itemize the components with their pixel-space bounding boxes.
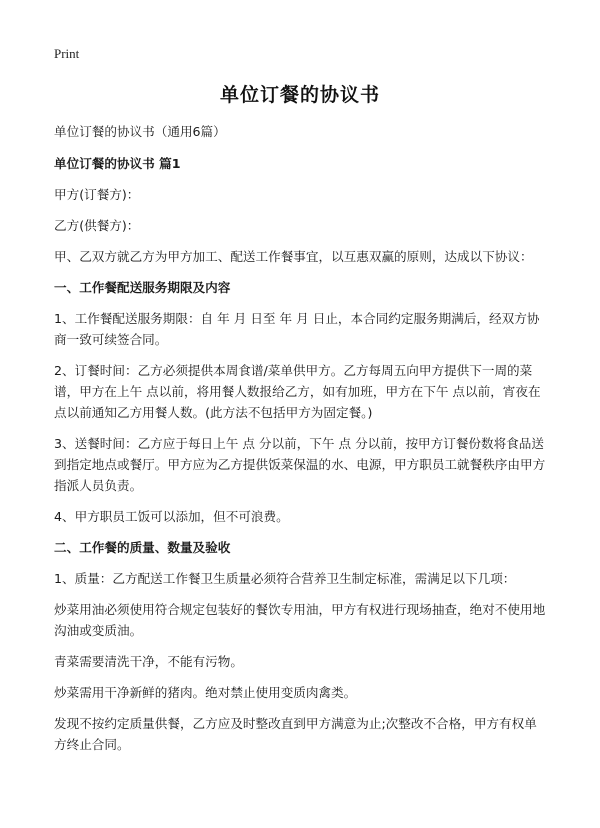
paragraph: 3、送餐时间：乙方应于每日上午 点 分以前，下午 点 分以前，按甲方订餐份数将食品送到指定地点或餐厅。甲方应为乙方提供饭菜保温的水、电源，甲方职员工就餐秩序由甲方指派人员负责。 xyxy=(54,436,546,493)
paragraph: 青菜需要清洗干净，不能有污物。 xyxy=(54,654,243,669)
paragraph: 炒菜用油必须使用符合规定包装好的餐饮专用油，甲方有权进行现场抽查，绝对不使用地沟油或变质油。 xyxy=(54,602,546,638)
print-label: Print xyxy=(54,46,80,61)
document-body xyxy=(54,121,548,765)
section-title: 单位订餐的协议书 篇1 xyxy=(54,156,181,171)
document-subtitle: 单位订餐的协议书（通用6篇） xyxy=(54,124,226,139)
document-title: 单位订餐的协议书 xyxy=(219,84,380,106)
section-heading-1: 一、工作餐配送服务期限及内容 xyxy=(54,280,231,295)
party-a-line: 甲方(订餐方)： xyxy=(54,187,140,202)
paragraph: 2、订餐时间：乙方必须提供本周食谱/菜单供甲方。乙方每周五向甲方提供下一周的菜谱，甲方在上午 点以前，将用餐人数报给乙方，如有加班，甲方在下午 点以前，宵夜在 点以前通知乙方用餐人数。(此方法不包括甲方为固定餐。) xyxy=(54,363,541,420)
section-heading-2: 二、工作餐的质量、数量及验收 xyxy=(54,540,231,555)
paragraph: 1、工作餐配送服务期限：自 年 月 日至 年 月 日止，本合同约定服务期满后，经双方协商一致可续签合同。 xyxy=(54,311,540,347)
intro-paragraph: 甲、乙双方就乙方为甲方加工、配送工作餐事宜，以互惠双赢的原则，达成以下协议： xyxy=(54,249,533,264)
paragraph: 炒菜需用干净新鲜的猪肉。绝对禁止使用变质肉禽类。 xyxy=(54,685,357,700)
paragraph: 发现不按约定质量供餐，乙方应及时整改直到甲方满意为止;次整改不合格，甲方有权单方终止合同。 xyxy=(54,716,537,752)
paragraph: 1、质量：乙方配送工作餐卫生质量必须符合营养卫生制定标准，需满足以下几项： xyxy=(54,571,516,586)
party-b-line: 乙方(供餐方)： xyxy=(54,218,140,233)
paragraph: 4、甲方职员工饭可以添加，但不可浪费。 xyxy=(54,509,289,524)
